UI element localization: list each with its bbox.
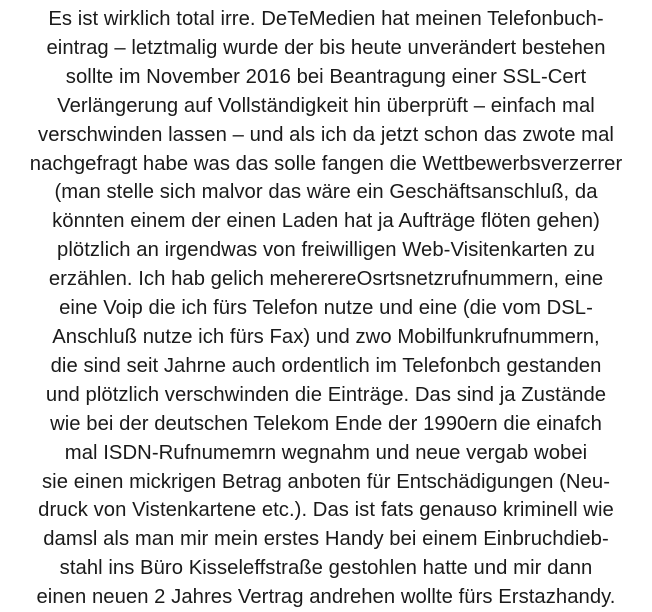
text-line: verschwinden lassen – und als ich da jetzt schon das zwote mal <box>38 122 614 146</box>
text-line: erzählen. Ich hab gelich mehererеOsrtsnetzrufnummern, eine <box>48 267 604 291</box>
text-line: Verlängerung auf Vollständigkeit hin überprüft – einfach mal <box>57 93 595 117</box>
text-line: plötzlich an irgendwas von freiwilligen Web-Visitenkarten zu <box>57 238 595 262</box>
text-line: sollte im November 2016 bei Beantragung einer SSL-Cert <box>65 64 587 88</box>
text-line: (man stelle sich malvor das wäre ein Geschäftsanschluß, da <box>54 180 598 204</box>
text-line: einen neuen 2 Jahres Vertrag andrehen wollte fürs Erstazhandy. <box>36 585 616 609</box>
text-line: damsl als man mir mein erstes Handy bei einem Einbruchdieb- <box>43 527 609 551</box>
text-line: stahl ins Büro Kisseleffstraße gestohlen hatte und mir dann <box>59 556 593 580</box>
text-line: wie bei der deutschen Telekom Ende der 1990ern die einafch <box>50 411 602 435</box>
text-line: Anschluß nutze ich fürs Fax) und zwo Mobilfunkrufnummern, <box>52 324 600 348</box>
text-line: nachgefragt habe was das solle fangen die Wettbewerbsverzerrer <box>29 151 623 175</box>
text-line: druck von Vistenkartene etc.). Das ist fats genauso kriminell wie <box>38 498 614 522</box>
text-line: und plötzlich verschwinden die Einträge. Das sind ja Zustände <box>45 382 607 406</box>
text-line: Es ist wirklich total irre. DeTeMedien hat meinen Telefonbuch- <box>48 7 604 30</box>
text-line: eine Voip die ich fürs Telefon nutze und eine (die vom DSL- <box>59 296 593 320</box>
centered-text-block <box>0 5 652 612</box>
text-line: mal ISDN-Rufnumemrn wegnahm und neue vergab wobei <box>64 440 588 464</box>
text-line: eintrag – letztmalig wurde der bis heute unverändert bestehen <box>46 35 606 59</box>
text-line: die sind seit Jahrne auch ordentlich im Telefonbch gestanden <box>50 353 602 377</box>
text-line: könnten einem der einen Laden hat ja Aufträge flöten gehen) <box>52 209 600 233</box>
text-line: sie einen mickrigen Betrag anboten für Entschädigungen (Neu- <box>41 469 610 493</box>
